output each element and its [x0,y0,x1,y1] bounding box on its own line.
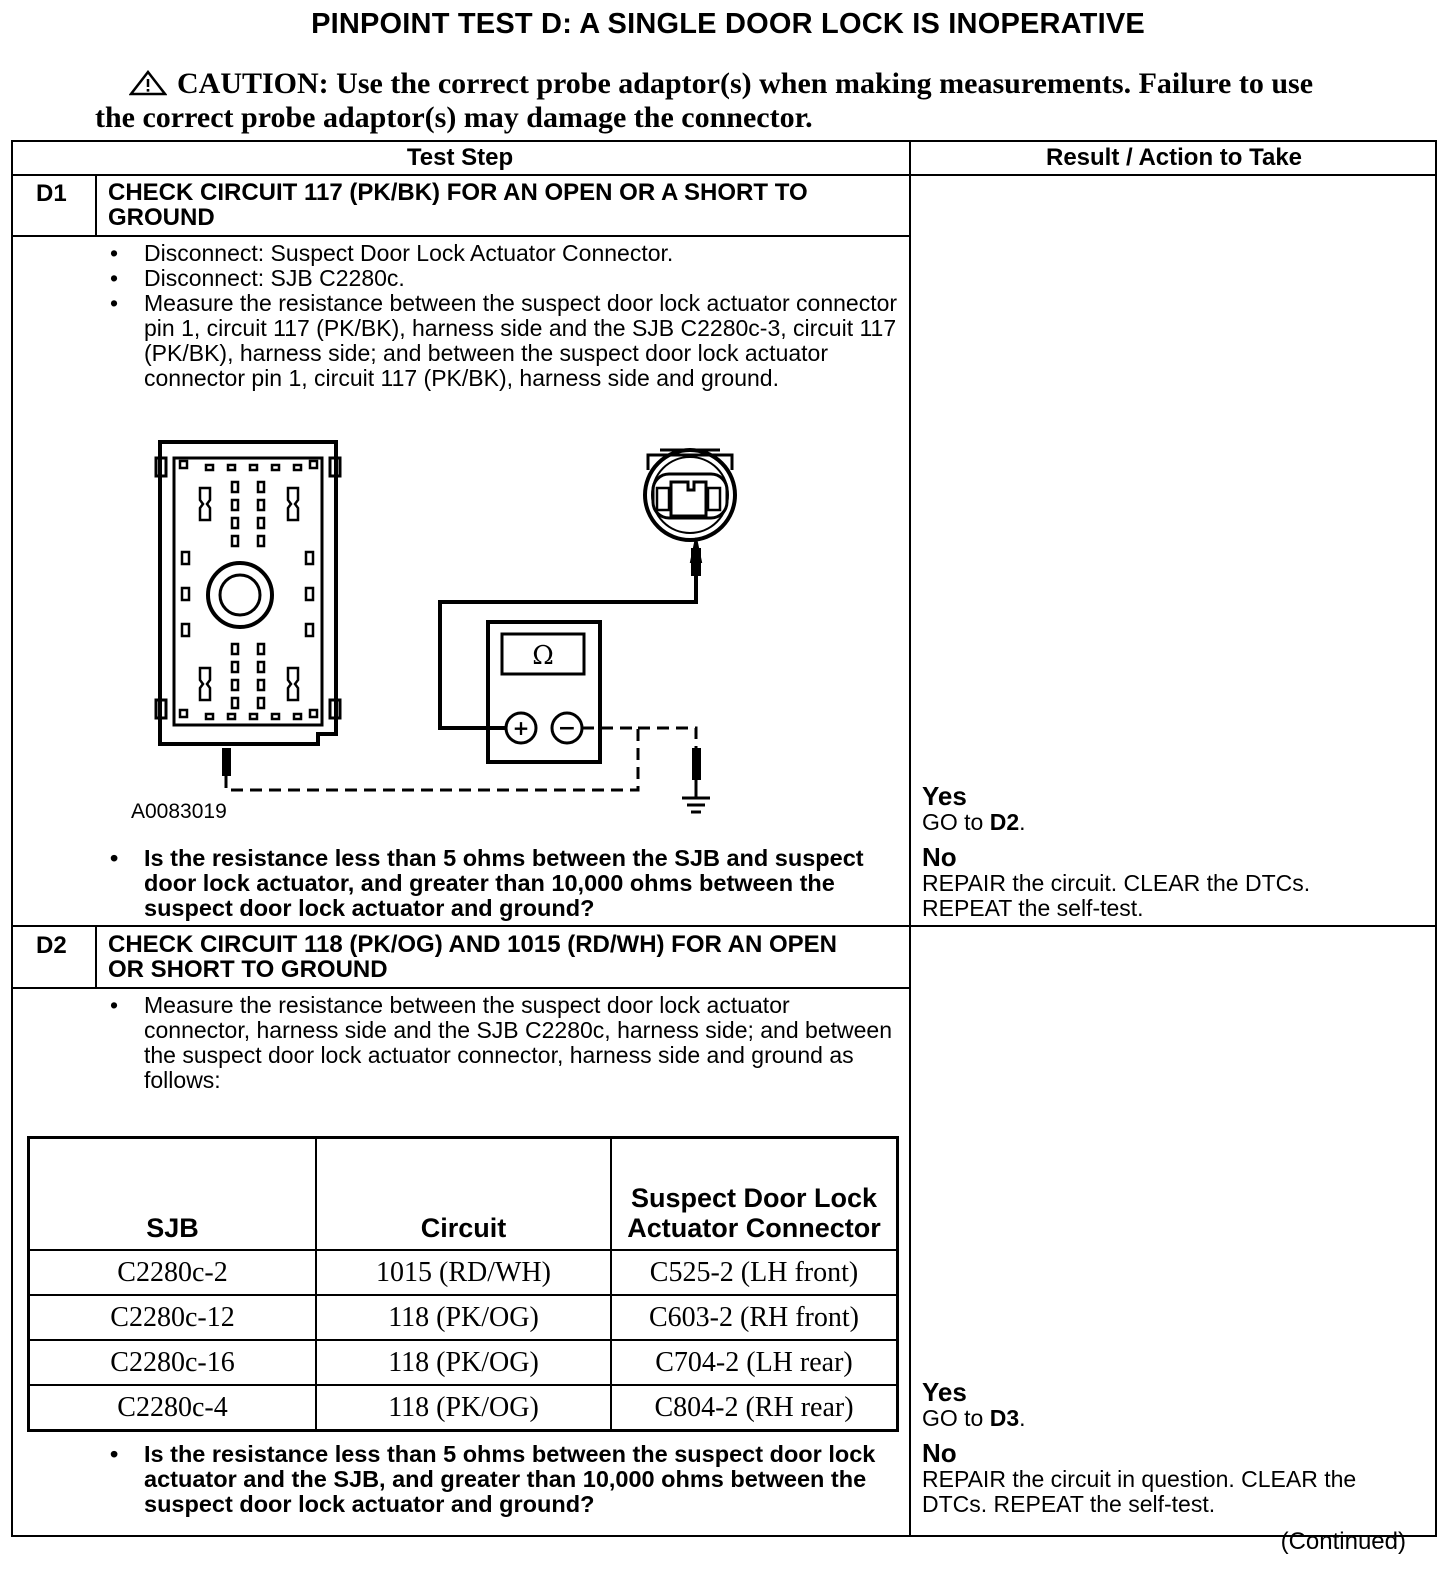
column-header-circuit: Circuit [316,1138,611,1251]
step-d2-result: Yes GO to D3. No REPAIR the circuit in question. CLEAR the DTCs. REPEAT the self-test. [922,1378,1422,1517]
caution-note [95,68,1355,133]
caution-label: CAUTION: [177,67,329,100]
d2-id-divider [95,927,97,988]
step-d2-question [108,1442,898,1517]
question-text: • Is the resistance less than 5 ohms between the suspect door lock actuator and the SJB, and greater than 10,000 ohms between the suspect door lock actuator and ground? [108,1442,898,1517]
svg-text:−: − [557,716,577,741]
caution-text: Use the correct probe adaptor(s) when making measurements. Failure to use the correct probe adaptor(s) may damage the connector. [95,67,1314,134]
page-title: PINPOINT TEST D: A SINGLE DOOR LOCK IS INOPERATIVE [311,8,1145,40]
ground-symbol [682,798,710,812]
table-cell: C603-2 (RH front) [611,1295,898,1340]
svg-text:+: + [512,716,530,740]
step-divider [11,925,1437,927]
warning-triangle-icon [129,70,167,102]
no-action: REPAIR the circuit. CLEAR the DTCs. REPEAT the self-test. [922,870,1311,921]
table-row [29,1295,898,1340]
table-cell: 1015 (RD/WH) [316,1250,611,1295]
table-cell: 118 (PK/OG) [316,1295,611,1340]
yes-action: GO to [922,809,990,835]
goto-target-d2: D2 [989,809,1020,835]
ohm-symbol: Ω [532,641,554,671]
table-cell: C804-2 (RH rear) [611,1385,898,1431]
no-action: REPAIR the circuit in question. CLEAR the DTCs. REPEAT the self-test. [922,1466,1357,1517]
ohmmeter-illustration [488,622,600,762]
yes-label: Yes [922,1377,967,1407]
column-header-connector: Suspect Door Lock Actuator Connector [611,1138,898,1251]
continued-note: (Continued) [1280,1528,1406,1555]
d1-id-divider [95,175,97,236]
yes-label: Yes [922,781,967,811]
list-item: • Disconnect: SJB C2280c. [108,266,898,291]
step-id-d2: D2 [36,932,67,959]
actuator-connector-illustration [645,450,735,540]
d1-title-divider [11,235,910,237]
table-cell: 118 (PK/OG) [316,1340,611,1385]
table-cell: C2280c-16 [29,1340,317,1385]
circuit-table [27,1136,899,1432]
table-cell: C2280c-4 [29,1385,317,1431]
figure-id: A0083019 [131,800,227,823]
header-result: Result / Action to Take [1045,144,1303,171]
step-title-d1: CHECK CIRCUIT 117 (PK/BK) FOR AN OPEN OR A SHORT TO GROUND [108,179,808,231]
table-cell: C704-2 (LH rear) [611,1340,898,1385]
d2-title-divider [11,987,910,989]
table-row [29,1385,898,1431]
yes-action: GO to [922,1405,990,1431]
column-divider [909,140,911,1537]
table-row [29,1340,898,1385]
column-header-sjb: SJB [29,1138,317,1251]
table-cell: C525-2 (LH front) [611,1250,898,1295]
table-cell: C2280c-2 [29,1250,317,1295]
step-d2-instructions [108,993,898,1093]
header-test-step: Test Step [406,144,514,171]
list-item: • Disconnect: Suspect Door Lock Actuator Connector. [108,241,898,266]
step-d1-result: Yes GO to D2. No REPAIR the circuit. CLEAR the DTCs. REPEAT the self-test. [922,782,1422,921]
no-label: No [922,1438,957,1468]
no-label: No [922,842,957,872]
table-cell: C2280c-12 [29,1295,317,1340]
table-cell: 118 (PK/OG) [316,1385,611,1431]
measurement-diagram [140,430,760,820]
step-title-d2: CHECK CIRCUIT 118 (PK/OG) AND 1015 (RD/WH) FOR AN OPEN OR SHORT TO GROUND [108,931,837,983]
step-d1-question [108,846,898,921]
step-d1-instructions [108,241,898,391]
list-item: • Measure the resistance between the suspect door lock actuator connector, harness side and the SJB C2280c, harness side; and between the suspect door lock actuator connector, harness side and ground as follows: [108,993,898,1093]
question-text: • Is the resistance less than 5 ohms between the SJB and suspect door lock actuator, and greater than 10,000 ohms between the suspect door lock actuator and ground? [108,846,898,921]
table-row [29,1250,898,1295]
goto-target-d3: D3 [989,1405,1020,1431]
step-id-d1: D1 [36,180,67,207]
list-item: • Measure the resistance between the suspect door lock actuator connector pin 1, circuit 117 (PK/BK), harness side and the SJB C2280c-3, circuit 117 (PK/BK), harness side; and between the suspect door lock actuator connector pin 1, circuit 117 (PK/BK), harness side and ground. [108,291,898,391]
